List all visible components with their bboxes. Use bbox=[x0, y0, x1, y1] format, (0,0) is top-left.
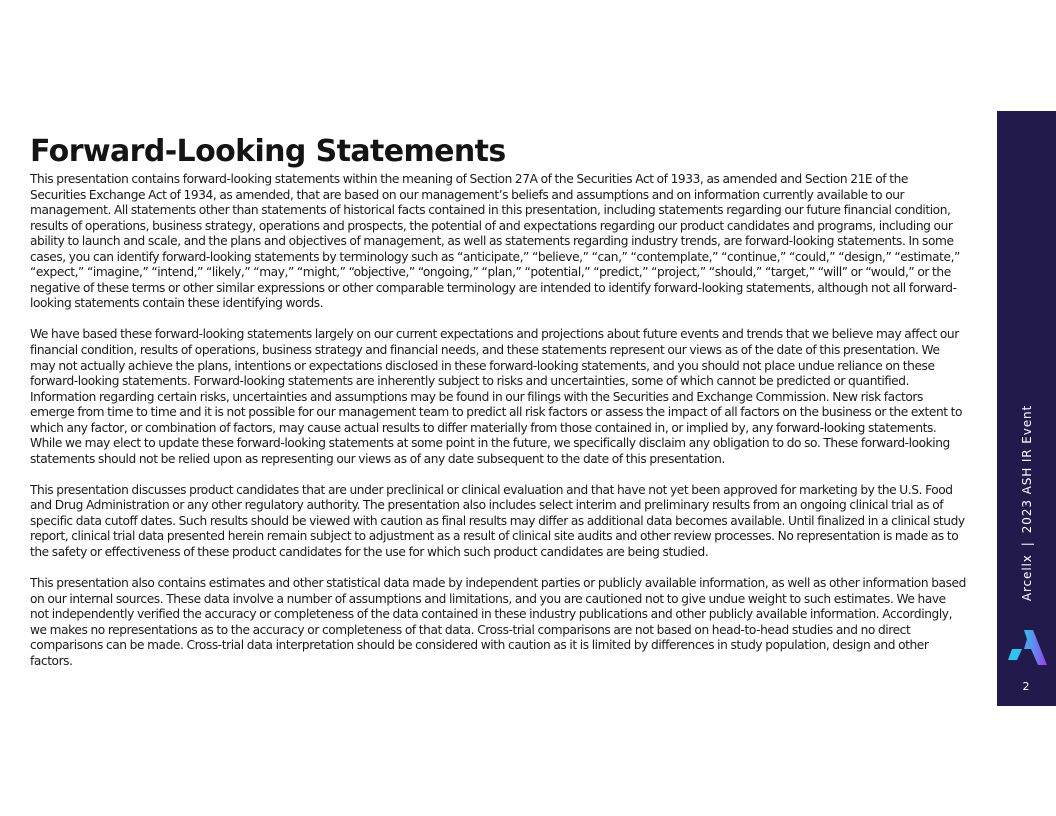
company-name: Arcellx bbox=[1020, 554, 1034, 602]
sidebar-caption bbox=[1020, 405, 1034, 601]
paragraph-forward-looking-definition: This presentation contains forward-looking statements within the meaning of Section 27A of the Securities Act of 1933, as amended and Section 21E of the Securities Exchange Act of 1934, as amended, that are based on our management’s beliefs and assumptions and on information currently available to our management. All statements other than statements of historical facts contained in this presentation, including statements regarding our future financial condition, results of operations, business strategy, operations and prospects, the potential of and expectations regarding our product candidates and programs, including our ability to launch and scale, and the plans and objectives of management, as well as statements regarding industry trends, are forward-looking statements. In some cases, you can identify forward-looking statements by terminology such as “anticipate,” “believe,” “can,” “contemplate,” “continue,” “could,” “design,” “estimate,” “expect,” “imagine,” “intend,” “likely,” “may,” “might,” “objective,” “ongoing,” “plan,” “potential,” “predict,” “project,” “should,” “target,” “will” or “would,” or the negative of these terms or other similar expressions or other comparable terminology are intended to identify forward-looking statements, although not all forward-looking statements contain these identifying words. bbox=[30, 172, 960, 311]
page-title: Forward-Looking Statements bbox=[30, 134, 506, 169]
paragraph-basis-of-statements: We have based these forward-looking statements largely on our current expectations and projections about future events and trends that we believe may affect our financial condition, results of operations, business strategy and financial needs, and these statements represent our views as of the date of this presentation. We may not actually achieve the plans, intentions or expectations disclosed in these forward-looking statements, and you should not place undue reliance on these forward-looking statements. Forward-looking statements are inherently subject to risks and uncertainties, some of which cannot be predicted or quantified. Information regarding certain risks, uncertainties and assumptions may be found in our filings with the Securities and Exchange Commission. New risk factors emerge from time to time and it is not possible for our management team to predict all risk factors or assess the impact of all factors on the business or the extent to which any factor, or combination of factors, may cause actual results to differ materially from those contained in, or implied by, any forward-looking statements. While we may elect to update these forward-looking statements at some point in the future, we specifically disclaim any obligation to do so. These forward-looking statements should not be relied upon as representing our views as of any date subsequent to the date of this presentation. bbox=[30, 327, 963, 466]
page-number: 2 bbox=[1022, 680, 1030, 693]
caption-separator: | bbox=[1020, 541, 1034, 547]
disclaimer-body bbox=[30, 172, 966, 669]
arcellx-logo-icon bbox=[1008, 629, 1048, 667]
paragraph-product-candidates: This presentation discusses product candidates that are under preclinical or clinical evaluation and that have not yet been approved for marketing by the U.S. Food and Drug Administration or any other regulatory authority. The presentation also includes select interim and preliminary results from an ongoing clinical trial as of specific data cutoff dates. Such results should be viewed with caution as final results may differ as additional data becomes available. Until finalized in a clinical study report, clinical trial data presented herein remain subject to adjustment as a result of clinical site audits and other review processes. No representation is made as to the safety or effectiveness of these product candidates for the use for which such product candidates are being studied. bbox=[30, 482, 965, 560]
event-name: 2023 ASH IR Event bbox=[1020, 404, 1034, 534]
paragraph-statistical-data: This presentation also contains estimates and other statistical data made by independent parties or publicly available information, as well as other information based on our internal sources. These data involve a number of assumptions and limitations, and you are cautioned not to give undue weight to such estimates. We have not independently verified the accuracy or completeness of the data contained in these industry publications and other publicly available information. Accordingly, we makes no representations as to the accuracy or completeness of that data. Cross-trial comparisons are not based on head-to-head studies and no direct comparisons can be made. Cross-trial data interpretation should be considered with caution as it is limited by differences in study population, design and other factors. bbox=[30, 576, 966, 668]
